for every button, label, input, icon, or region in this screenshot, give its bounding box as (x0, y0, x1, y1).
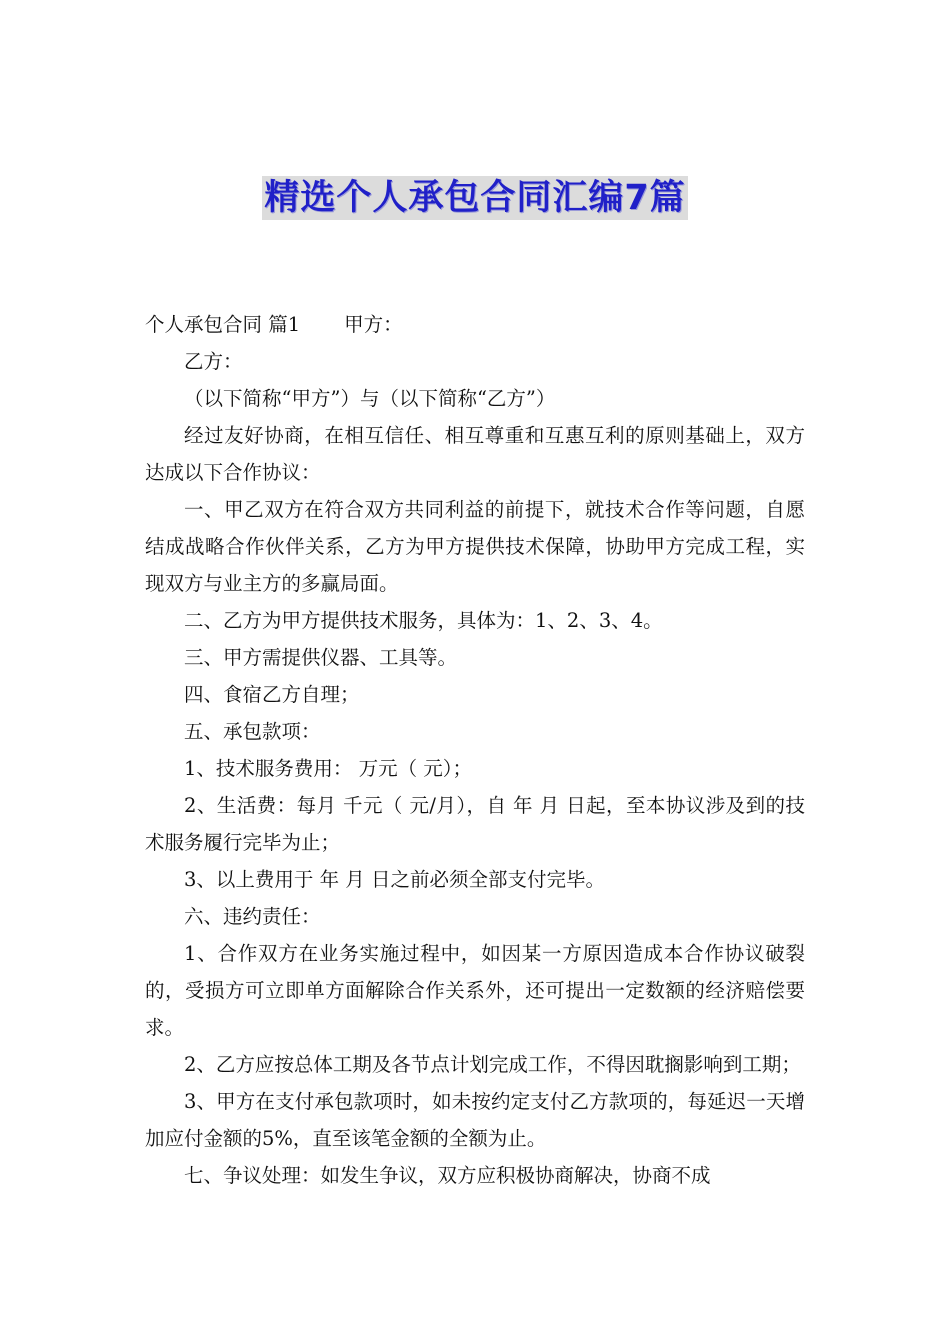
clause-6-heading: 六、违约责任： (184, 905, 321, 928)
clause-1: 一、甲乙双方在符合双方共同利益的前提下，就技术合作等问题，自愿结成战略合作伙伴关系，乙方为甲方提供技术保障，协助甲方完成工程，实现双方与业主方的多赢局面。 (145, 498, 805, 595)
clause-7: 七、争议处理：如发生争议，双方应积极协商解决，协商不成 (184, 1164, 711, 1187)
party-a-label: 甲方： (344, 313, 403, 336)
document-body (145, 306, 805, 1194)
contract-heading: 个人承包合同 篇1 (145, 313, 301, 336)
party-b-label: 乙方： (184, 350, 243, 373)
clause-5-heading: 五、承包款项： (184, 720, 321, 743)
clause-6-item-3: 3、甲方在支付承包款项时，如未按约定支付乙方款项的，每延迟一天增加应付金额的5%，直至该笔金额的全额为止。 (145, 1090, 805, 1150)
document-title-text: 精选个人承包合同汇编7篇 (264, 178, 686, 218)
clause-2: 二、乙方为甲方提供技术服务，具体为：1、2、3、4。 (184, 609, 663, 632)
clause-5-item-3: 3、以上费用于 年 月 日之前必须全部支付完毕。 (184, 868, 606, 891)
clause-4: 四、食宿乙方自理； (184, 683, 360, 706)
preamble-paragraph: 经过友好协商，在相互信任、相互尊重和互惠互利的原则基础上，双方达成以下合作协议： (145, 424, 805, 484)
clause-5-item-1: 1、技术服务费用： 万元（ 元）； (184, 757, 473, 780)
clause-6-item-1: 1、合作双方在业务实施过程中，如因某一方原因造成本合作协议破裂的，受损方可立即单方面解除合作关系外，还可提出一定数额的经济赔偿要求。 (145, 942, 805, 1039)
clause-5-item-2: 2、生活费：每月 千元（ 元/月），自 年 月 日起，至本协议涉及到的技术服务履行完毕为止； (145, 794, 805, 854)
document-title (0, 176, 950, 220)
contract-first-line (145, 306, 805, 343)
clause-3: 三、甲方需提供仪器、工具等。 (184, 646, 458, 669)
parties-definition: （以下简称“甲方”）与（以下简称“乙方”） (184, 387, 556, 410)
clause-6-item-2: 2、乙方应按总体工期及各节点计划完成工作，不得因耽搁影响到工期； (184, 1053, 801, 1076)
